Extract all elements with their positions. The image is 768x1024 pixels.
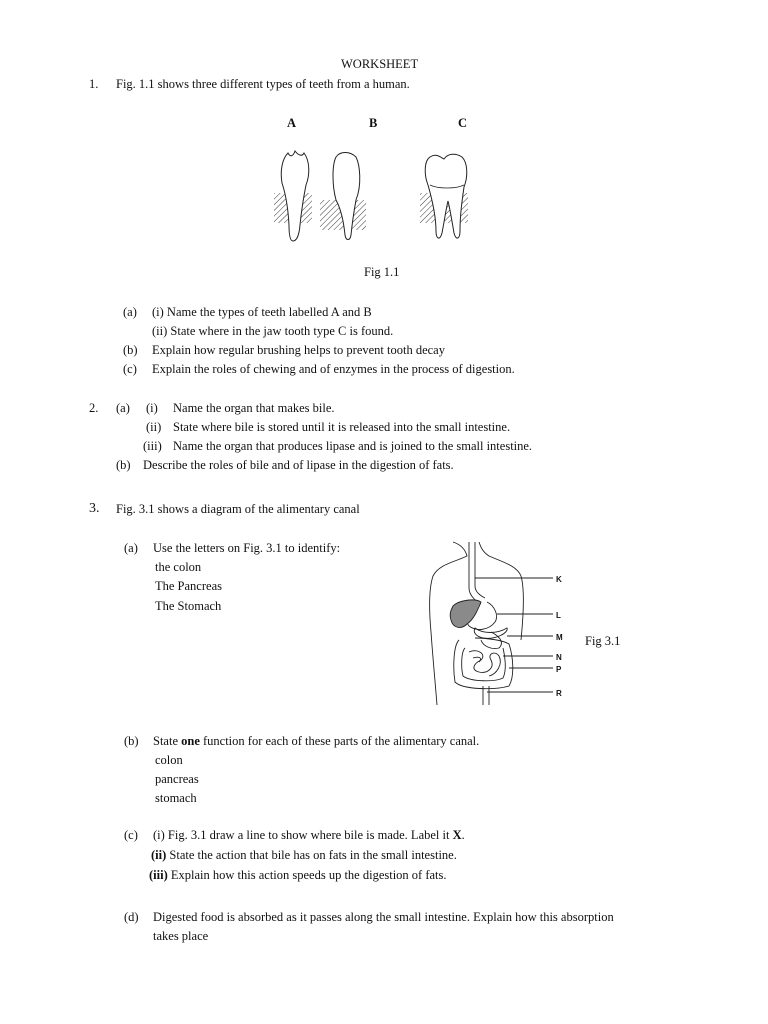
q2-number: 2. — [89, 401, 99, 415]
q1-c-label: (c) — [123, 362, 137, 376]
q2-a-iii-text: Name the organ that produces lipase and is joined to the small intestine. — [173, 439, 533, 453]
fig-letter-m: M — [556, 633, 563, 642]
worksheet-title: WORKSHEET — [341, 57, 419, 71]
q3-c-i-text: (i) Fig. 3.1 draw a line to show where bile is made. Label it X. — [153, 828, 465, 842]
q3-a-item-pancreas: The Pancreas — [155, 579, 222, 593]
fig-letter-k: K — [556, 575, 562, 584]
q3-a-text: Use the letters on Fig. 3.1 to identify: — [153, 541, 341, 555]
q2-a-label: (a) — [116, 401, 130, 415]
q2-b-text: Describe the roles of bile and of lipase in the digestion of fats. — [143, 458, 454, 472]
q3-a-label: (a) — [124, 541, 138, 555]
alimentary-canal-figure — [425, 540, 575, 710]
tooth-c-icon — [420, 154, 468, 238]
q1-a-i-text: (i) Name the types of teeth labelled A and B — [152, 305, 372, 319]
q3-a-item-colon: the colon — [155, 560, 202, 574]
q1-b-text: Explain how regular brushing helps to prevent tooth decay — [152, 343, 445, 357]
fig-letter-p: P — [556, 665, 562, 674]
tooth-label-b: B — [369, 116, 378, 130]
tooth-a-icon — [274, 151, 312, 241]
q2-a-i-text: Name the organ that makes bile. — [173, 401, 335, 415]
q1-intro: Fig. 1.1 shows three different types of teeth from a human. — [116, 77, 410, 91]
q3-a-item-stomach: The Stomach — [155, 599, 222, 613]
q3-b-label: (b) — [124, 734, 139, 748]
fig-letter-r: R — [556, 689, 562, 698]
q3-c-ii-text: (ii) State the action that bile has on fats in the small intestine. — [151, 848, 457, 862]
q3-b-text: State one function for each of these parts of the alimentary canal. — [153, 734, 480, 748]
fig-3-1-caption: Fig 3.1 — [585, 634, 621, 648]
q3-d-text-line1: Digested food is absorbed as it passes along the small intestine. Explain how this absorption — [153, 910, 614, 924]
q3-c-iii-text: (iii) Explain how this action speeds up the digestion of fats. — [149, 868, 447, 882]
fig-1-1-caption: Fig 1.1 — [364, 265, 400, 279]
q2-a-iii-number: (iii) — [143, 439, 162, 453]
q2-b-label: (b) — [116, 458, 131, 472]
q1-a-label: (a) — [123, 305, 137, 319]
q2-a-ii-text: State where bile is stored until it is released into the small intestine. — [173, 420, 511, 434]
fig-letter-l: L — [556, 611, 561, 620]
q3-d-label: (d) — [124, 910, 139, 924]
q1-a-ii-text: (ii) State where in the jaw tooth type C is found. — [152, 324, 394, 338]
q1-b-label: (b) — [123, 343, 138, 357]
q3-intro: Fig. 3.1 shows a diagram of the alimentary canal — [116, 502, 360, 516]
tooth-label-a: A — [287, 116, 297, 130]
q1-number: 1. — [89, 77, 99, 91]
q3-number: 3. — [89, 501, 100, 516]
q3-b-item-pancreas: pancreas — [155, 772, 199, 786]
q3-b-item-colon: colon — [155, 753, 183, 767]
q3-c-label: (c) — [124, 828, 138, 842]
q1-c-text: Explain the roles of chewing and of enzymes in the process of digestion. — [152, 362, 515, 376]
teeth-figure — [260, 145, 490, 245]
q3-b-item-stomach: stomach — [155, 791, 197, 805]
q2-a-ii-number: (ii) — [146, 420, 162, 434]
tooth-b-icon — [320, 153, 366, 240]
q2-a-i-number: (i) — [146, 401, 158, 415]
liver-shape — [450, 600, 481, 628]
fig-letter-n: N — [556, 653, 562, 662]
tooth-label-c: C — [458, 116, 468, 130]
q3-d-text-line2: takes place — [153, 929, 209, 943]
